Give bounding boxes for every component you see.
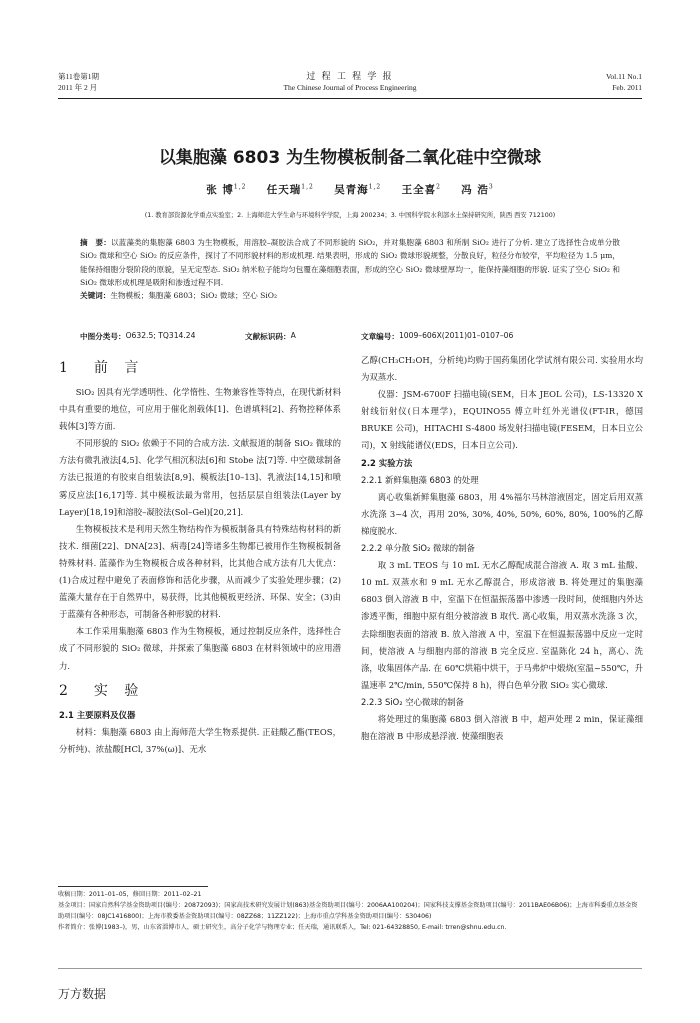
paragraph: 取 3 mL TEOS 与 10 mL 无水乙醇配成混合溶液 A. 取 3 mL 盐酸、10 mL 双蒸水和 9 mL 无水乙醇混合，形成溶液 B. 将处理过的集胞藻 6803 倒入溶液 B 中，室温下在恒温振荡器中渗透一段时间，使细胞内外达渗透平衡，细胞中原有组分被溶液 B 取代. 离心收集，用双蒸水洗涤 3 次，去除细胞表面的溶液 B. 放入溶液 A 中，室温下在恒温振荡器中反应一定时间，使溶液 A 与细胞内部的溶液 B 完全反应. 室温陈化 24 h，离心、洗涤，收集固体产品. 在 60℃烘箱中烘干，于马弗炉中煅烧(室温~550℃，升温速率 2℃/min, 550℃保持 8 h)，得白色单分散 SiO₂ 实心微球. (361, 560, 643, 690)
section-heading: 2 实 验 (59, 682, 145, 699)
author: 王全喜$^2$ (401, 183, 441, 196)
author: 张 博$^{1,2}$ (206, 183, 247, 196)
author-info: 作者简介：张博(1983–)，男，山东省淄博市人，硕士研究生，高分子化学与物理专业；任天瑞，通讯联系人，Tel: 021-64328850, E-mail: trren@shnu.edu.cn. (58, 924, 507, 931)
received-date: 收稿日期：2011–01–05，修回日期：2011–02–21 (58, 891, 202, 898)
journal-header (58, 71, 642, 97)
header-journal (58, 71, 642, 93)
subsubsection-heading: 2.2.2 单分散 SiO₂ 微球的制备 (361, 543, 475, 554)
subsection-heading: 2.2 实验方法 (361, 457, 413, 468)
left-column (59, 352, 341, 758)
header-vol-no: Vol.11 No.1 (605, 72, 642, 81)
header-issue: 第11卷第1期 (58, 72, 99, 81)
author: 冯 浩$^3$ (461, 183, 494, 196)
paragraph: 离心收集新鲜集胞藻 6803，用 4%福尔马林溶液固定，固定后用双蒸水洗涤 3~4 次，再用 20%, 30%, 40%, 50%, 60%, 80%, 100%的乙醇梯度脱水. (361, 491, 643, 536)
header-date-en: Feb. 2011 (612, 83, 642, 92)
article-number: 文章编号： 1009–606X(2011)01–0107–06 (361, 331, 514, 341)
author: 吴青海$^{1,2}$ (334, 183, 382, 196)
paragraph: 本工作采用集胞藻 6803 作为生物模板，通过控制反应条件，选择性合成了不同形貌的 SiO₂ 微球，并探索了集胞藻 6803 在材料领域中的应用潜力. (59, 626, 341, 671)
clc-code: 中图分类号： O632.5; TQ314.24 (80, 331, 196, 341)
subsubsection-heading: 2.2.3 SiO₂ 空心微球的制备 (361, 696, 464, 707)
header-vol-en (606, 71, 642, 93)
section-heading: 1 前 言 (59, 360, 145, 376)
footnote-rule (58, 886, 208, 887)
subsection-heading: 2.1 主要原料及仪器 (59, 709, 136, 720)
footnotes (58, 889, 642, 933)
paragraph: 生物模板技术是利用天然生物结构作为模板制备具有特殊结构材料的新技术. 细菌[22]、DNA[23]、病毒[24]等诸多生物都已被用作生物模板制备特殊材料. 蓝藻作为生物模板合成各种材料，比其他合成方法有几大优点：(1)合成过程中避免了表面修饰和活化步骤，从而减少了实验处理步骤；(2)蓝藻大量存在于自然界中，易获得，比其他模板更经济、环保、安全；(3)由于蓝藻有各种形态，可制备各种形貌的材料. (59, 523, 341, 620)
paragraph: SiO₂ 因具有光学透明性、化学惰性、生物兼容性等特点，在现代新材料中具有重要的地位，可应用于催化剂载体[1]、色谱填料[2]、药物控释体系载体[3]等方面. (59, 387, 341, 432)
paragraph: 乙醇(CH₃CH₂OH，分析纯)均购于国药集团化学试剂有限公司. 实验用水均为双蒸水. (361, 355, 643, 383)
right-column (361, 352, 643, 745)
watermark: 万方数据 (58, 987, 107, 1001)
paragraph: 将处理过的集胞藻 6803 倒入溶液 B 中，超声处理 2 min，保证藻细胞在溶液 B 中形成悬浮液. 使藻细胞表 (361, 713, 643, 742)
affiliations: (1. 教育部资源化学重点实验室；2. 上海师范大学生命与环境科学学院，上海 200234；3. 中国科学院水利部水土保持研究所，陕西 西安 712100) (144, 212, 556, 219)
header-date-cn: 2011 年 2 月 (58, 83, 98, 92)
subsubsection-heading: 2.2.1 新鲜集胞藻 6803 的处理 (361, 474, 479, 485)
abstract-text: 以蓝藻类的集胞藻 6803 为生物模板，用溶胶–凝胶法合成了不同形貌的 SiO₂，并对集胞藻 6803 和所制 SiO₂ 进行了分析. 建立了选择性合成单分散 SiO₂ 微球和空心 SiO₂ 的反应条件，探讨了不同形貌材料的形成机理. 结果表明，形成的 SiO₂ 微球形貌规整，分散良好，粒径分布较窄，平均粒径为 1.5 μm，能保持细胞分裂阶段的原貌，呈无定型态. SiO₂ 纳米粒子能均匀包覆在藻细胞表面，形成的空心 SiO₂ 微球壁厚均一，能保持藻细胞的形貌. 证实了空心 SiO₂ 和 SiO₂ 微球形成机理是吸附和渗透过程不同. (80, 238, 621, 287)
bottom-rule (58, 968, 642, 969)
journal-name-cn: 过 程 工 程 学 报 (306, 71, 394, 81)
keywords-label: 关键词： (80, 291, 111, 301)
paragraph: 不同形貌的 SiO₂ 依赖于不同的合成方法. 文献报道的制备 SiO₂ 微球的方法有微乳液法[4,5]、化学气相沉积法[6]和 Stobe 法[7]等. 中空微球制备方法已报道的有胶束自组装法[8,9]、模板法[10–13]、乳液法[14,15]和喷雾反应法[16,17]等. 其中模板法最为常用，包括层层自组装法(Layer by Layer)[18,19]和溶胶–凝胶法(Sol–Gel)[20,21]. (59, 438, 341, 517)
document-code: 文献标识码： A (245, 331, 296, 341)
paper-title: 以集胞藻 6803 为生物模板制备二氧化硅中空微球 (158, 148, 542, 168)
abstract (80, 236, 620, 302)
author: 任天瑞$^{1,2}$ (266, 183, 314, 196)
funding-info: 基金项目：国家自然科学基金资助项目(编号：20872093)；国家高技术研究发展计划(863)基金资助项目(编号：2006AA100204)；国家科技支撑基金资助项目(编号：2011BAE06B06)；上海市科委重点基金资助项目(编号：08JC1416800)；上海市教委基金资助项目(编号：08ZZ68；11ZZ122)；上海市重点学科基金资助项目(编号：S30406) (58, 902, 638, 920)
header-rule (58, 98, 642, 99)
author-list (0, 182, 700, 197)
paragraph: 仪器：JSM-6700F 扫描电镜(SEM，日本 JEOL 公司)，LS-13320 X 射线衍射仪(日本理学)，EQUINO55 傅立叶红外光谱仪(FT-IR，德国 BRUKE 公司)，HITACHI S-4800 场发射扫描电镜(FESEM，日本日立公司)，X 射线能谱仪(EDS，日本日立公司). (361, 389, 643, 451)
keywords: 生物模板；集胞藻 6803；SiO₂ 微球；空心 SiO₂ (110, 291, 278, 301)
journal-name-en: The Chinese Journal of Process Engineering (283, 83, 417, 92)
paragraph: 材料：集胞藻 6803 由上海师范大学生物系提供. 正硅酸乙酯(TEOS，分析纯)、浓盐酸[HCl, 37%(ω)]、无水 (59, 726, 341, 754)
abstract-label: 摘 要： (80, 238, 111, 247)
